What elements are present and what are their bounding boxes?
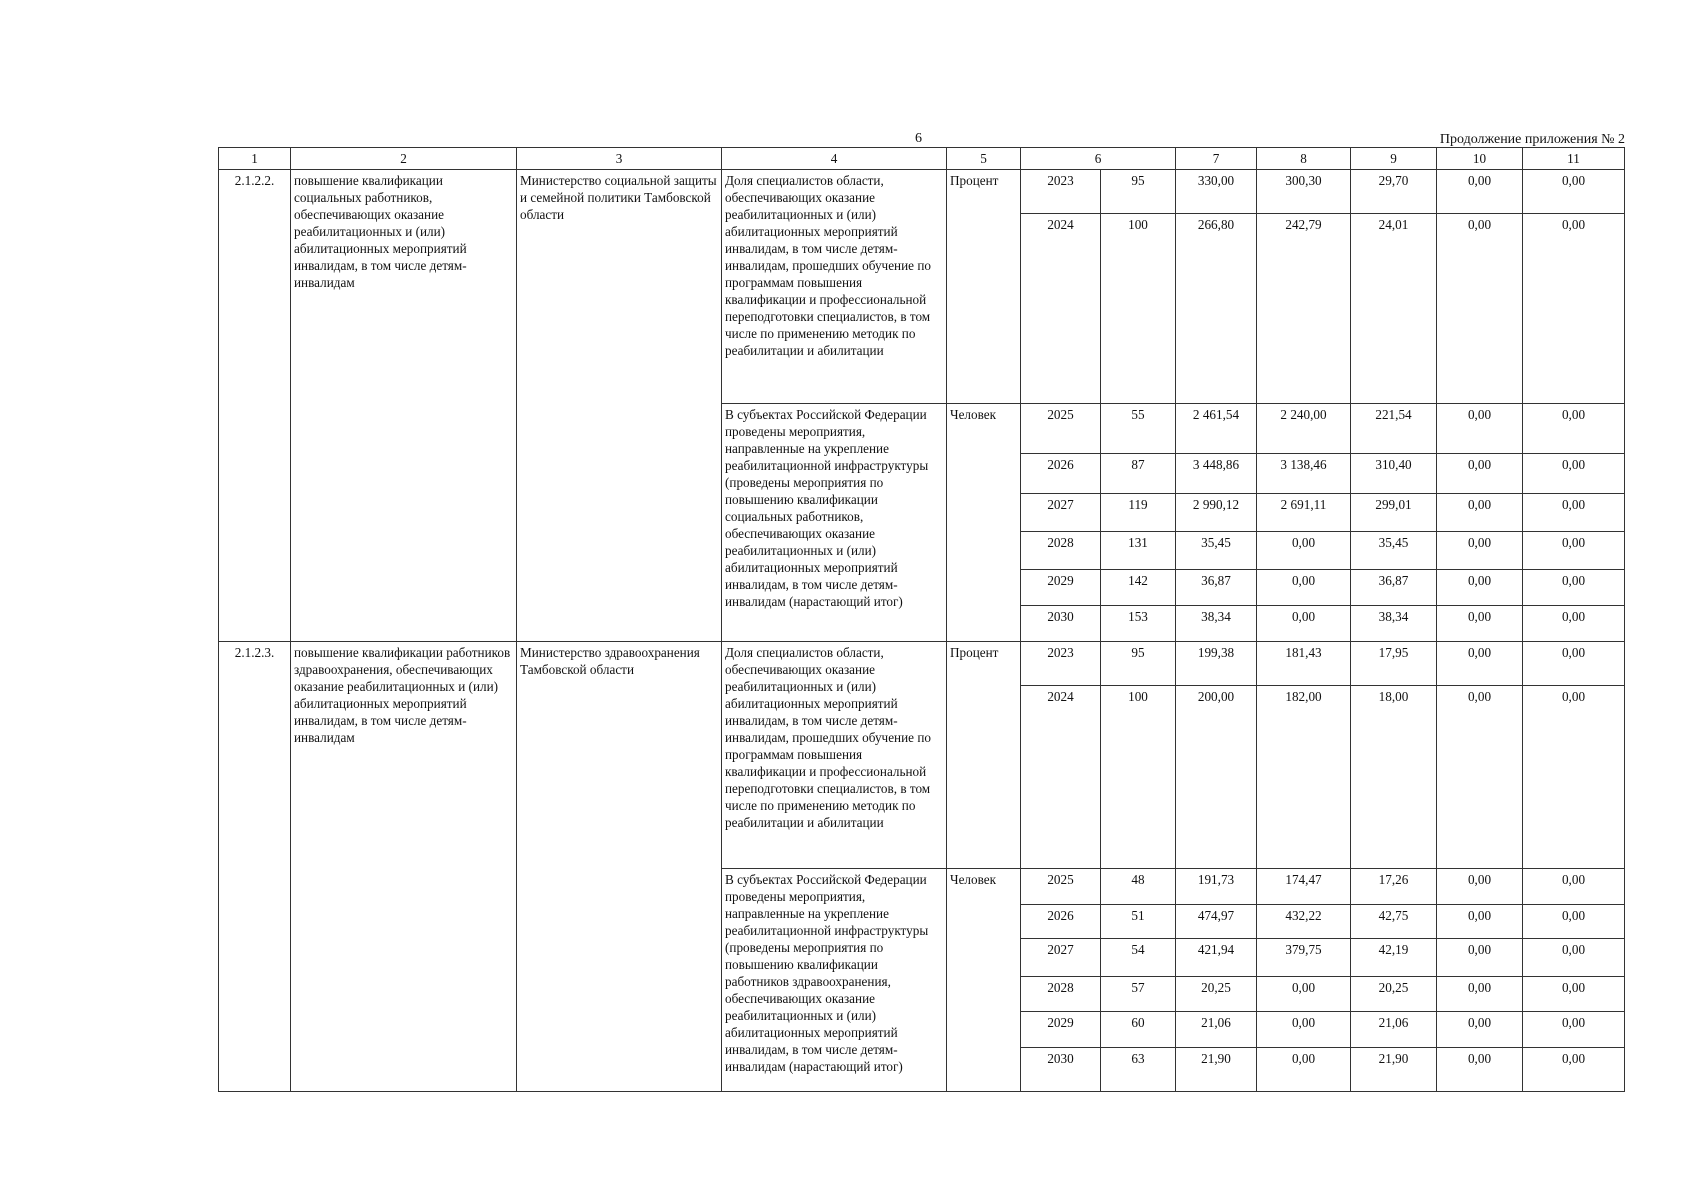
unit: Процент — [947, 642, 1021, 869]
year-cell: 2024 — [1021, 214, 1101, 404]
local-value: 0,00 — [1437, 532, 1523, 570]
table-row — [219, 170, 1625, 214]
column-header: 9 — [1351, 148, 1437, 170]
target-value: 55 — [1101, 404, 1176, 454]
data-table — [218, 147, 1625, 1092]
target-value: 51 — [1101, 905, 1176, 939]
total-value: 191,73 — [1176, 869, 1257, 905]
local-value: 0,00 — [1437, 214, 1523, 404]
regional-value: 36,87 — [1351, 570, 1437, 606]
federal-value: 242,79 — [1257, 214, 1351, 404]
other-value: 0,00 — [1523, 214, 1625, 404]
regional-value: 21,90 — [1351, 1048, 1437, 1092]
continuation-label: Продолжение приложения № 2 — [1439, 132, 1625, 147]
year-cell: 2025 — [1021, 404, 1101, 454]
target-value: 95 — [1101, 642, 1176, 686]
federal-value: 0,00 — [1257, 1012, 1351, 1048]
unit: Человек — [947, 869, 1021, 1092]
other-value: 0,00 — [1523, 454, 1625, 494]
total-value: 199,38 — [1176, 642, 1257, 686]
regional-value: 17,95 — [1351, 642, 1437, 686]
regional-value: 35,45 — [1351, 532, 1437, 570]
column-header: 6 — [1021, 148, 1176, 170]
other-value: 0,00 — [1523, 570, 1625, 606]
other-value: 0,00 — [1523, 686, 1625, 869]
total-value: 36,87 — [1176, 570, 1257, 606]
column-header: 7 — [1176, 148, 1257, 170]
year-cell: 2028 — [1021, 532, 1101, 570]
executor: Министерство здравоохранения Тамбовской области — [517, 642, 722, 1092]
regional-value: 299,01 — [1351, 494, 1437, 532]
target-value: 142 — [1101, 570, 1176, 606]
regional-value: 24,01 — [1351, 214, 1437, 404]
column-header: 5 — [947, 148, 1021, 170]
federal-value: 379,75 — [1257, 939, 1351, 977]
local-value: 0,00 — [1437, 905, 1523, 939]
target-value: 63 — [1101, 1048, 1176, 1092]
target-value: 153 — [1101, 606, 1176, 642]
year-cell: 2026 — [1021, 905, 1101, 939]
local-value: 0,00 — [1437, 170, 1523, 214]
local-value: 0,00 — [1437, 1012, 1523, 1048]
column-header: 2 — [291, 148, 517, 170]
year-cell: 2027 — [1021, 494, 1101, 532]
other-value: 0,00 — [1523, 532, 1625, 570]
total-value: 330,00 — [1176, 170, 1257, 214]
other-value: 0,00 — [1523, 1048, 1625, 1092]
federal-value: 3 138,46 — [1257, 454, 1351, 494]
other-value: 0,00 — [1523, 170, 1625, 214]
total-value: 3 448,86 — [1176, 454, 1257, 494]
column-header-row — [219, 148, 1625, 170]
indicator-name: Доля специалистов области, обеспечивающих оказание реабилитационных и (или) абилитационных мероприятий инвалидам, в том числе детям-инвалидам, прошедших обучение по программам повышения квалификации и профессиональной переподготовки специалистов, в том числе по применению методик по реабилитации и абилитации — [722, 642, 947, 869]
target-value: 57 — [1101, 977, 1176, 1012]
page-number: 6 — [915, 131, 922, 146]
total-value: 20,25 — [1176, 977, 1257, 1012]
year-cell: 2028 — [1021, 977, 1101, 1012]
column-header: 10 — [1437, 148, 1523, 170]
target-value: 87 — [1101, 454, 1176, 494]
column-header: 11 — [1523, 148, 1625, 170]
year-cell: 2029 — [1021, 570, 1101, 606]
local-value: 0,00 — [1437, 939, 1523, 977]
year-cell: 2024 — [1021, 686, 1101, 869]
federal-value: 0,00 — [1257, 1048, 1351, 1092]
other-value: 0,00 — [1523, 606, 1625, 642]
target-value: 48 — [1101, 869, 1176, 905]
local-value: 0,00 — [1437, 454, 1523, 494]
regional-value: 18,00 — [1351, 686, 1437, 869]
regional-value: 42,75 — [1351, 905, 1437, 939]
other-value: 0,00 — [1523, 869, 1625, 905]
regional-value: 20,25 — [1351, 977, 1437, 1012]
event-description: повышение квалификации социальных работников, обеспечивающих оказание реабилитационных и (или) абилитационных мероприятий инвалидам, в том числе детям-инвалидам — [291, 170, 517, 642]
total-value: 2 461,54 — [1176, 404, 1257, 454]
executor: Министерство социальной защиты и семейной политики Тамбовской области — [517, 170, 722, 642]
regional-value: 29,70 — [1351, 170, 1437, 214]
year-cell: 2023 — [1021, 642, 1101, 686]
local-value: 0,00 — [1437, 404, 1523, 454]
federal-value: 181,43 — [1257, 642, 1351, 686]
local-value: 0,00 — [1437, 606, 1523, 642]
target-value: 54 — [1101, 939, 1176, 977]
target-value: 131 — [1101, 532, 1176, 570]
local-value: 0,00 — [1437, 1048, 1523, 1092]
event-description: повышение квалификации работников здравоохранения, обеспечивающих оказание реабилитационных и (или) абилитационных мероприятий инвалидам, в том числе детям-инвалидам — [291, 642, 517, 1092]
federal-value: 2 240,00 — [1257, 404, 1351, 454]
federal-value: 300,30 — [1257, 170, 1351, 214]
indicator-name: В субъектах Российской Федерации проведены мероприятия, направленные на укрепление реабилитационной инфраструктуры (проведены мероприятия по повышению квалификации работников здравоохранения, обеспечивающих оказание реабилитационных и (или) абилитационных мероприятий инвалидам, в том числе детям-инвалидам (нарастающий итог) — [722, 869, 947, 1092]
other-value: 0,00 — [1523, 977, 1625, 1012]
total-value: 200,00 — [1176, 686, 1257, 869]
total-value: 266,80 — [1176, 214, 1257, 404]
local-value: 0,00 — [1437, 570, 1523, 606]
year-cell: 2029 — [1021, 1012, 1101, 1048]
column-header: 1 — [219, 148, 291, 170]
target-value: 100 — [1101, 686, 1176, 869]
unit: Процент — [947, 170, 1021, 404]
event-code: 2.1.2.3. — [219, 642, 291, 1092]
federal-value: 0,00 — [1257, 977, 1351, 1012]
total-value: 38,34 — [1176, 606, 1257, 642]
local-value: 0,00 — [1437, 977, 1523, 1012]
target-value: 119 — [1101, 494, 1176, 532]
column-header: 4 — [722, 148, 947, 170]
regional-value: 21,06 — [1351, 1012, 1437, 1048]
table-row — [219, 642, 1625, 686]
target-value: 100 — [1101, 214, 1176, 404]
year-cell: 2025 — [1021, 869, 1101, 905]
local-value: 0,00 — [1437, 869, 1523, 905]
other-value: 0,00 — [1523, 494, 1625, 532]
regional-value: 310,40 — [1351, 454, 1437, 494]
total-value: 474,97 — [1176, 905, 1257, 939]
indicator-name: В субъектах Российской Федерации проведены мероприятия, направленные на укрепление реабилитационной инфраструктуры (проведены мероприятия по повышению квалификации социальных работников, обеспечивающих оказание реабилитационных и (или) абилитационных мероприятий инвалидам, в том числе детям-инвалидам (нарастающий итог) — [722, 404, 947, 642]
local-value: 0,00 — [1437, 686, 1523, 869]
federal-value: 174,47 — [1257, 869, 1351, 905]
other-value: 0,00 — [1523, 905, 1625, 939]
year-cell: 2030 — [1021, 1048, 1101, 1092]
column-header: 3 — [517, 148, 722, 170]
federal-value: 0,00 — [1257, 606, 1351, 642]
total-value: 2 990,12 — [1176, 494, 1257, 532]
regional-value: 42,19 — [1351, 939, 1437, 977]
indicator-name: Доля специалистов области, обеспечивающих оказание реабилитационных и (или) абилитационных мероприятий инвалидам, в том числе детям-инвалидам, прошедших обучение по программам повышения квалификации и профессиональной переподготовки специалистов, в том числе по применению методик по реабилитации и абилитации — [722, 170, 947, 404]
federal-value: 2 691,11 — [1257, 494, 1351, 532]
other-value: 0,00 — [1523, 404, 1625, 454]
year-cell: 2030 — [1021, 606, 1101, 642]
target-value: 60 — [1101, 1012, 1176, 1048]
regional-value: 221,54 — [1351, 404, 1437, 454]
federal-value: 0,00 — [1257, 570, 1351, 606]
other-value: 0,00 — [1523, 642, 1625, 686]
column-header: 8 — [1257, 148, 1351, 170]
federal-value: 182,00 — [1257, 686, 1351, 869]
target-value: 95 — [1101, 170, 1176, 214]
event-code: 2.1.2.2. — [219, 170, 291, 642]
local-value: 0,00 — [1437, 642, 1523, 686]
unit: Человек — [947, 404, 1021, 642]
other-value: 0,00 — [1523, 939, 1625, 977]
year-cell: 2023 — [1021, 170, 1101, 214]
regional-value: 38,34 — [1351, 606, 1437, 642]
other-value: 0,00 — [1523, 1012, 1625, 1048]
local-value: 0,00 — [1437, 494, 1523, 532]
total-value: 35,45 — [1176, 532, 1257, 570]
regional-value: 17,26 — [1351, 869, 1437, 905]
total-value: 21,90 — [1176, 1048, 1257, 1092]
year-cell: 2027 — [1021, 939, 1101, 977]
federal-value: 0,00 — [1257, 532, 1351, 570]
total-value: 21,06 — [1176, 1012, 1257, 1048]
federal-value: 432,22 — [1257, 905, 1351, 939]
total-value: 421,94 — [1176, 939, 1257, 977]
year-cell: 2026 — [1021, 454, 1101, 494]
